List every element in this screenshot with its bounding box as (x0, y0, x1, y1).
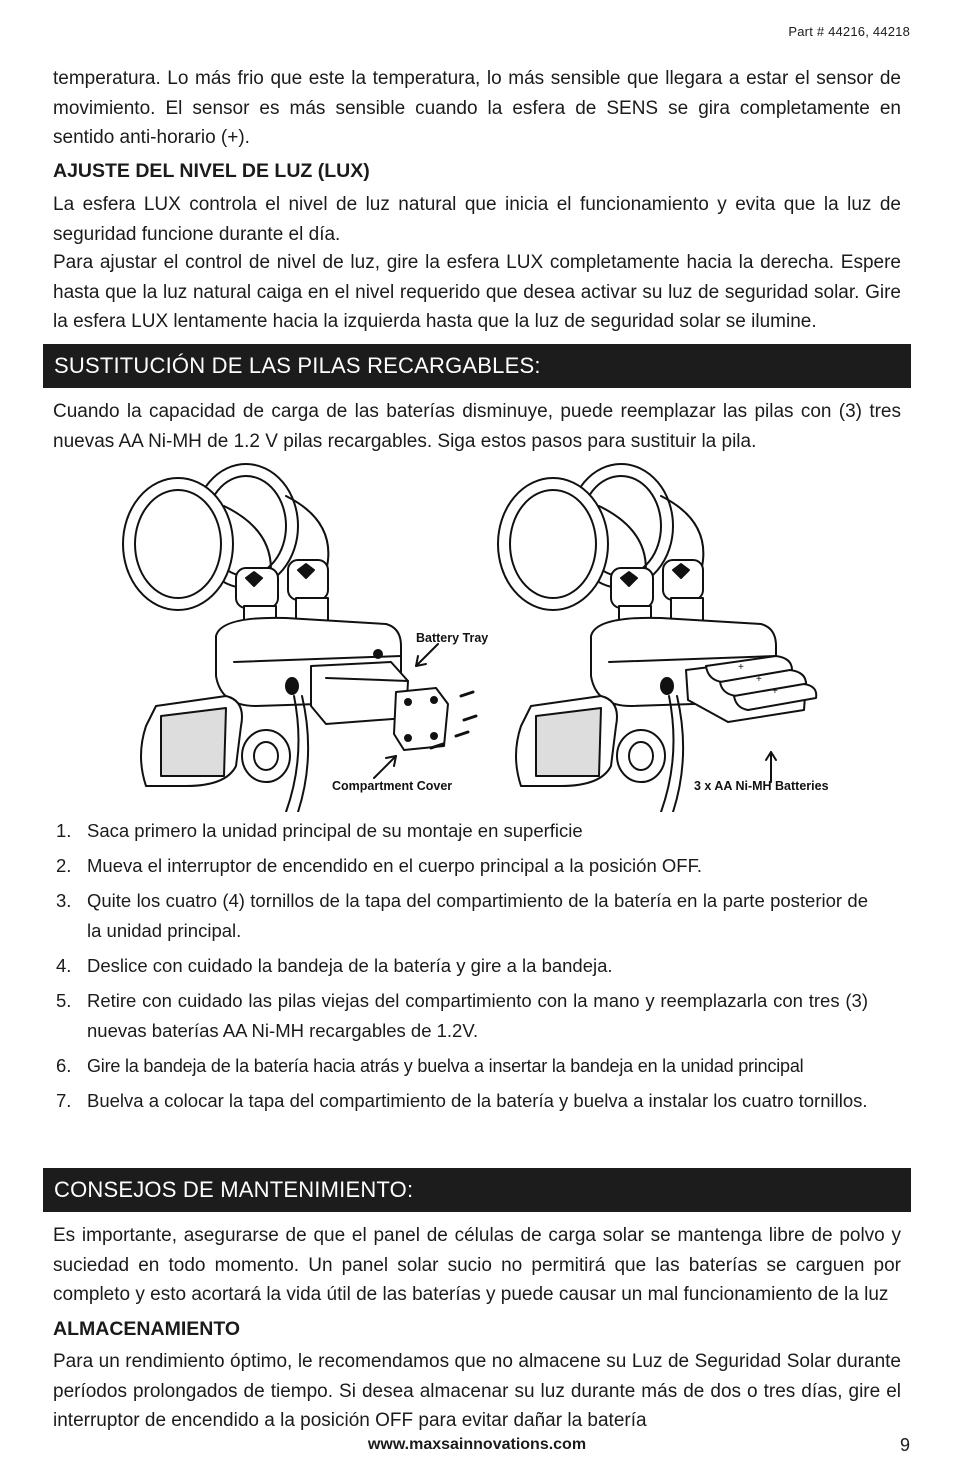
step-item (56, 816, 868, 846)
storage-heading: ALMACENAMIENTO (53, 1318, 241, 1340)
step-item (56, 1051, 868, 1081)
step-item (56, 851, 868, 881)
svg-text:+: + (738, 662, 744, 673)
step-number: 5. (56, 990, 72, 1011)
replacement-steps-list (56, 816, 868, 1121)
step-number: 7. (56, 1090, 72, 1111)
step-number: 4. (56, 955, 72, 976)
step-text: Mueva el interruptor de encendido en el cuerpo principal a la posición OFF. (87, 855, 702, 876)
page-number: 9 (899, 1435, 910, 1455)
battery-replacement-illustration (116, 456, 846, 812)
svg-text:+: + (756, 674, 762, 685)
step-text: Quite los cuatro (4) tornillos de la tapa del compartimiento de la batería en la parte posterior de la unidad principal. (87, 890, 868, 941)
maintenance-section-heading: CONSEJOS DE MANTENIMIENTO: (43, 1168, 911, 1212)
step-number: 2. (56, 855, 72, 876)
lux-paragraph-1: La esfera LUX controla el nivel de luz natural que inicia el funcionamiento y evita que la luz de seguridad funcione durante el día. (53, 194, 901, 245)
step-item (56, 986, 868, 1046)
right-light-drawing (498, 464, 816, 812)
step-text: Retire con cuidado las pilas viejas del compartimiento con la mano y reemplazarla con tres (3) nuevas baterías AA Ni-MH recargables de 1.2V. (87, 990, 868, 1041)
lux-heading: AJUSTE DEL NIVEL DE LUZ (LUX) (53, 160, 370, 182)
step-item (56, 886, 868, 946)
svg-text:+: + (772, 686, 778, 697)
step-number: 3. (56, 890, 72, 911)
step-text: Saca primero la unidad principal de su montaje en superficie (87, 820, 583, 841)
step-item (56, 1086, 868, 1116)
step-text: Buelva a colocar la tapa del compartimiento de la batería y buelva a instalar los cuatro tornillos. (87, 1090, 868, 1111)
storage-paragraph: Para un rendimiento óptimo, le recomendamos que no almacene su Luz de Seguridad Solar durante períodos prolongados de tiempo. Si desea almacenar su luz durante más de dos o tres días, gire el interruptor de encendido a la posición OFF para evitar dañar la batería (53, 1351, 901, 1431)
step-text: Gire la bandeja de la batería hacia atrás y buelva a insertar la bandeja en la unidad principal (87, 1056, 804, 1076)
footer-website: www.maxsainnovations.com (367, 1436, 587, 1453)
compartment-cover-label: Compartment Cover (332, 779, 453, 793)
batteries-label: 3 x AA Ni-MH Batteries (694, 779, 829, 793)
intro-paragraph: temperatura. Lo más frio que este la temperatura, lo más sensible que llegara a estar el sensor de movimiento. El sensor es más sensible cuando la esfera de SENS se gira completamente en sentido anti-horario (+). (53, 68, 901, 148)
lux-paragraph-2: Para ajustar el control de nivel de luz, gire la esfera LUX completamente hacia la derecha. Espere hasta que la luz natural caiga en el nivel requerido que desea activar su luz de seguridad solar. Gire la esfera LUX lentamente hacia la izquierda hasta que la luz de seguridad solar se ilumine. (53, 252, 901, 332)
battery-tray-label: Battery Tray (416, 631, 489, 645)
maintenance-paragraph: Es importante, asegurarse de que el panel de células de carga solar se mantenga libre de polvo y suciedad en todo momento. Un panel solar sucio no permitirá que las baterías se carguen por completo y esto acortará la vida útil de las baterías y puede causar un mal funcionamiento de la luz (53, 1225, 901, 1305)
battery-intro-paragraph: Cuando la capacidad de carga de las baterías disminuye, puede reemplazar las pilas con (3) tres nuevas AA Ni-MH de 1.2 V pilas recargables. Siga estos pasos para sustituir la pila. (53, 401, 901, 452)
step-text: Deslice con cuidado la bandeja de la batería y gire a la bandeja. (87, 955, 613, 976)
part-number: Part # 44216, 44218 (788, 24, 910, 39)
step-number: 6. (56, 1055, 72, 1076)
step-item (56, 951, 868, 981)
battery-section-heading: SUSTITUCIÓN DE LAS PILAS RECARGABLES: (43, 344, 911, 388)
step-number: 1. (56, 820, 72, 841)
